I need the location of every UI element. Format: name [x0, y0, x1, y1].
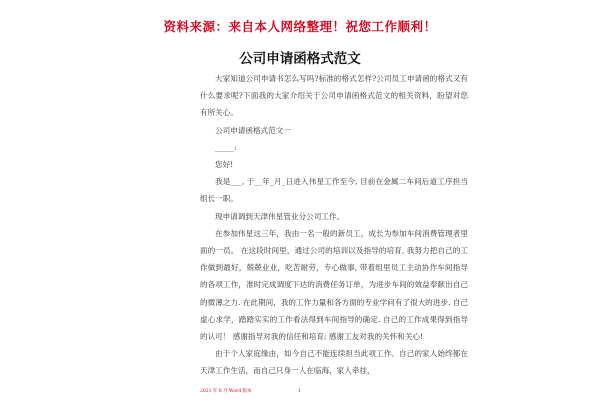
greeting: 您好! — [215, 160, 234, 170]
document-body — [200, 70, 468, 380]
intro-paragraph: 大家知道公司申请书怎么写吗?标准的格式怎样?公司员工申请函的格式又有什么要求呢?下面我的大家介绍关于公司申请函格式范文的相关资料，盼望对您有所关心。 — [200, 74, 468, 118]
sample-heading: 公司申请函格式范文一 — [215, 125, 291, 135]
page-number: 1 — [298, 389, 301, 394]
request-paragraph: 现申请调到天津伟星管业分公司工作。 — [215, 211, 345, 221]
salutation-blank: _____: — [215, 142, 237, 152]
source-banner: 资料来源：来自本人网络整理！祝您工作顺利！ — [163, 19, 437, 34]
footer-date-version: 2021 年 8 月 Word 版本 — [200, 389, 252, 394]
self-intro-paragraph: 我是___, 于__年_月_日进入伟星工作至今, 目前在金属二车间后道工序担当组长一职。 — [200, 177, 468, 204]
experience-paragraph: 在参加伟星这三年，我由一名一般的新员工，成长为参加车间消费管理者里面的一员。 在这段时间里，通过公司的培训以及指导的培育, 我努力把自己的工作做到最好，兢兢业业，吃苦耐劳，专心做事, 带着组里员工主动协作车间指导的各项工作，准时完成调度下达的消费任务订单，为进步车间的效益奉献出自己的微薄之力. 在此期间，我的工作力量和各方面的专业学问有了很大的进步. 自己虚心求学，踏踏实实的工作看法得到车间指导的确定. 自己的工作成果得到指导的认可！ 感谢指导对我的信任和培育; 感谢工友对我的关怀和关心! — [200, 228, 468, 342]
reason-paragraph: 由于个人家庭缘由，如今自己不能连续担当此项工作。自己的家人始终都在天津工作生活，而自己只身一人在临海，家人牵挂， — [200, 349, 468, 376]
document-title: 公司申请函格式范文 — [239, 51, 361, 67]
